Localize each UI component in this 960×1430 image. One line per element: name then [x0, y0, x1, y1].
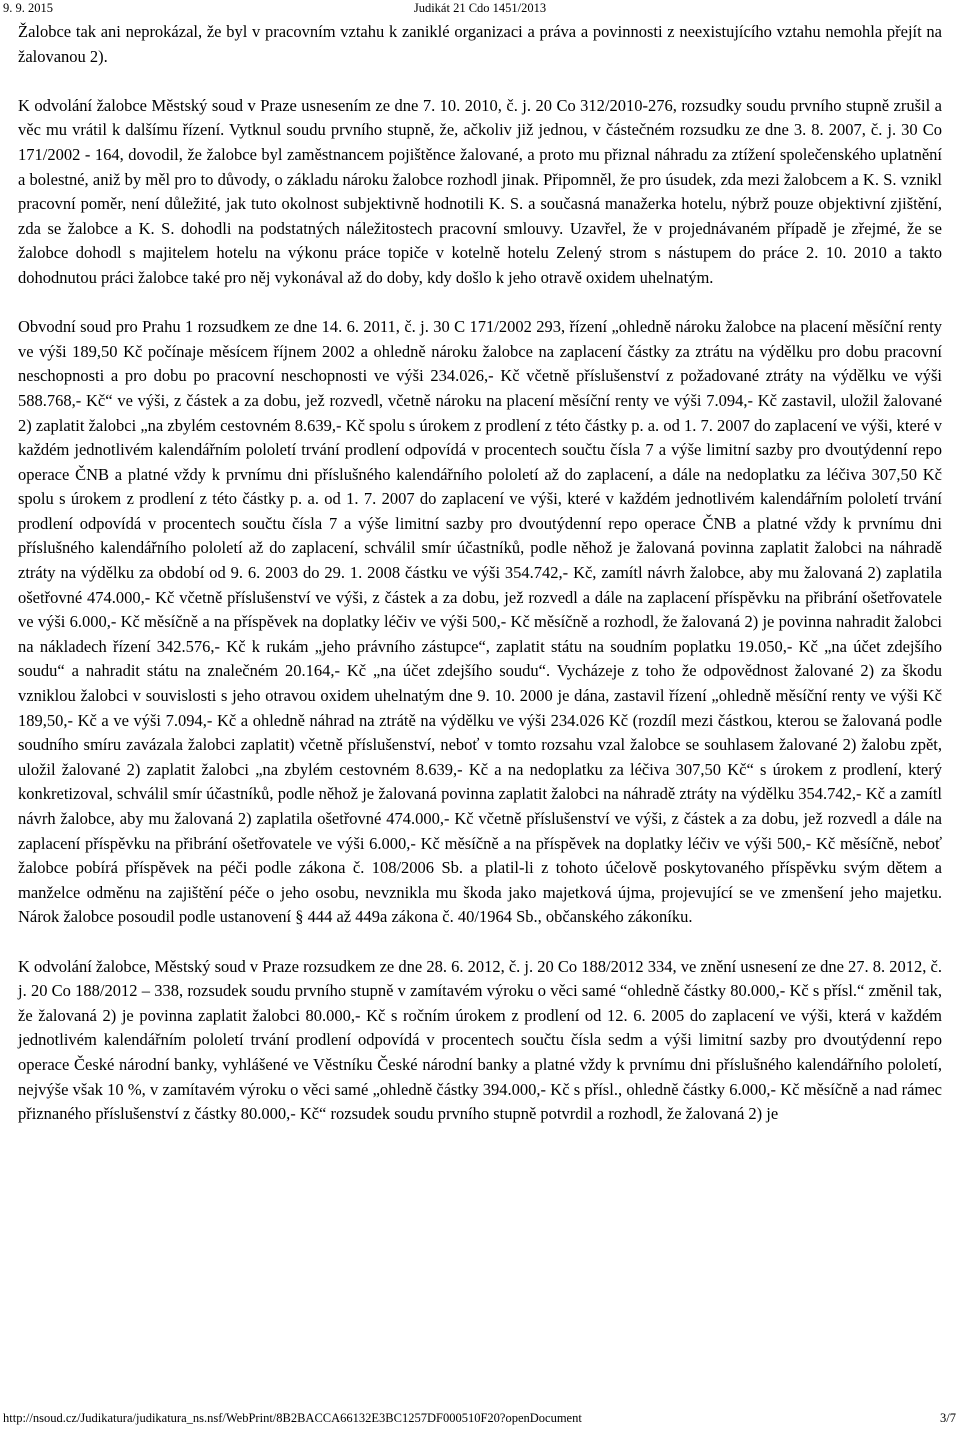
document-title: Judikát 21 Cdo 1451/2013: [413, 1, 547, 15]
paragraph-2: K odvolání žalobce Městský soud v Praze usnesením ze dne 7. 10. 2010, č. j. 20 Co 312/2010-276, rozsudky soudu prvního stupně zrušil a věc mu vrátil k dalšímu řízení. Vytknul soudu prvního stupně, že, ačkoliv již jednou, v částečném rozsudku ze dne 3. 8. 2007, č. j. 30 Co 171/2002 - 164, dovodil, že žalobce byl zaměstnancem pojištěnce žalované, a proto mu přiznal náhradu za ztížení společenského uplatnění a bolestné, aniž by měl pro to důvody, o základu nároku žalobce rozhodl jinak. Připomněl, že pro úsudek, zda mezi žalobcem a K. S. vznikl pracovní poměr, není důležité, jak tuto okolnost subjektivně hodnotili K. S. a současná manažerka hotelu, nýbrž pouze objektivní zjištění, zda se žalobce a K. S. dohodli na podstatných náležitostech pracovní smlouvy. Uzavřel, že v projednávaném případě je zřejmé, že se žalobce dohodl s majitelem hotelu na výkonu práce topiče v kotelně hotelu Zelený strom s nástupem do práce 2. 10. 2010 a takto dohodnutou práci žalobce také pro něj vykonával až do doby, kdy došlo k jeho otravě oxidem uhelnatým.: [18, 95, 942, 287]
document-body: [18, 20, 942, 1127]
page-footer: [0, 1410, 960, 1428]
paragraph-4: K odvolání žalobce, Městský soud v Praze rozsudkem ze dne 28. 6. 2012, č. j. 20 Co 188/2012 334, ve znění usnesení ze dne 27. 8. 2012, č. j. 20 Co 188/2012 – 338, rozsudek soudu prvního stupně v zamítavém výroku o věci samé “ohledně částky 80.000,- Kč s přísl.“ změnil tak, že žalovaná 2) je povinna zaplatit žalobci 80.000,- Kč s ročním úrokem z prodlení od 12. 6. 2005 do zaplacení ve výši, která v každém jednotlivém kalendářním pololetí trvání prodlení odpovídá v procentech součtu čísla sedm a výši limitní sazby pro dvoutýdenní repo operace České národní banky, vyhlášené ve Věstníku České národní banky a platné vždy k prvnímu dni příslušného kalendářního pololetí, nejvýše však 10 %, v zamítavém výroku o věci samé „ohledně částky 394.000,- Kč s přísl., ohledně částky 6.000,- Kč měsíčně a nad rámec přiznaného příslušenství z částky 80.000,- Kč“ rozsudek soudu prvního stupně potvrdil a rozhodl, že žalovaná 2) je: [18, 956, 942, 1124]
page-header: [0, 0, 960, 20]
paragraph-3: Obvodní soud pro Prahu 1 rozsudkem ze dne 14. 6. 2011, č. j. 30 C 171/2002 293, řízení „ohledně nároku žalobce na placení měsíční renty ve výši 189,50 Kč počínaje měsícem říjnem 2002 a ohledně nároku žalobce na zaplacení částky za ztrátu na výdělku pro dobu pracovní neschopnosti a pro dobu po pracovní neschopnosti ve výši 234.026,- Kč včetně příslušenství z požadované ztráty na výdělku ve výši 588.768,- Kč“ ve výši, z částek a za dobu, jež rozvedl, včetně nároku na placení měsíční renty ve výši 7.094,- Kč zastavil, uložil žalované 2) zaplatit žalobci „na zbylém cestovném 8.639,- Kč spolu s úrokem z prodlení z této částky p. a. od 1. 7. 2007 do zaplacení ve výši, které v každém jednotlivém kalendářním pololetí trvání prodlení odpovídá v procentech součtu čísla 7 a výše limitní sazby pro dvoutýdenní repo operace ČNB a platné vždy k prvnímu dni příslušného kalendářního pololetí až do zaplacení, a dále na nedoplatku za léčiva 307,50 Kč spolu s úrokem z prodlení z této částky p. a. od 1. 7. 2007 do zaplacení ve výši, které v každém jednotlivém kalendářním pololetí trvání prodlení odpovídá v procentech součtu čísla 7 a výše limitní sazby pro dvoutýdenní repo operace ČNB a platné vždy k prvnímu dni příslušného kalendářního pololetí až do zaplacení, schválil smír účastníků, podle něhož je žalovaná povinna zaplatit žalobci na náhradě ztráty na výdělku za období od 9. 6. 2003 do 29. 1. 2008 částku ve výši 354.742,- Kč, zamítl návrh žalobce, aby mu žalovaná 2) zaplatila ošetřovné 474.000,- Kč včetně příslušenství ve výši, z částek a za dobu, jež rozvedl a dále na zaplacení příspěvku na přibrání ošetřovatele ve výši 6.000,- Kč měsíčně a na příspěvek na doplatky léčiv ve výši 500,- Kč měsíčně a rozhodl, že žalovaná 2) je povinna nahradit žalobci na nákladech řízení 342.576,- Kč k rukám „jeho právního zástupce“, zaplatit státu na soudním poplatku 19.050,- Kč „na účet zdejšího soudu“ a nahradit státu na znalečném 20.164,- Kč „na účet zdejšího soudu“. Vycházeje z toho že odpovědnost žalované 2) za škodu vzniklou žalobci v souvislosti s jeho otravou oxidem uhelnatým dne 9. 10. 2000 je dána, zastavil řízení „ohledně měsíční renty ve výši Kč 189,50,- Kč a ve výši 7.094,- Kč a ohledně náhrad na ztrátě na výdělku ve výši 234.026 Kč (rozdíl mezi částkou, kterou se žalovaná podle soudního smíru zavázala žalobci zaplatit) včetně příslušenství, neboť v tomto rozsahu vzal žalobce se souhlasem žalované 2) žalobu zpět, uložil žalované 2) zaplatit žalobci „na zbylém cestovném 8.639,- Kč a na nedoplatku za léčiva 307,50 Kč“ s úrokem z prodlení, který konkretizoval, schválil smír účastníků, podle něhož je žalovaná povinna zaplatit žalobci na náhradě ztráty na výdělku 354.742,- Kč a zamítl návrh žalobce, aby mu žalovaná 2) zaplatila ošetřovné 474.000,- Kč včetně příslušenství ve výši, z částek a za dobu, jež rozvedl a dále na zaplacení příspěvku na přibrání ošetřovatele ve výši 6.000,- Kč měsíčně a na příspěvek na doplatky léčiv ve výši 500,- Kč měsíčně, neboť žalobce pobírá příspěvek na péči podle zákona č. 108/2006 Sb. a platil-li z tohoto účelově poskytovaného příspěvku svým dětem a manželce odměnu na zajištění péče o jeho osobu, nevznikla mu škoda jako majetková újma, projevující se ve zmenšení jeho majetku. Nárok žalobce posoudil podle ustanovení § 444 až 449a zákona č. 40/1964 Sb., občanského zákoníku.: [18, 317, 942, 927]
source-url[interactable]: http://nsoud.cz/Judikatura/judikatura_ns.nsf/WebPrint/8B2BACCA66132E3BC1257DF000510F20?openDocument: [3, 1411, 582, 1425]
print-date: 9. 9. 2015: [3, 1, 53, 15]
page-number: 3/7: [940, 1411, 956, 1425]
paragraph-1: Žalobce tak ani neprokázal, že byl v pracovním vztahu k zaniklé organizaci a práva a povinnosti z neexistujícího vztahu nemohla přejít na žalovanou 2).: [18, 22, 942, 66]
